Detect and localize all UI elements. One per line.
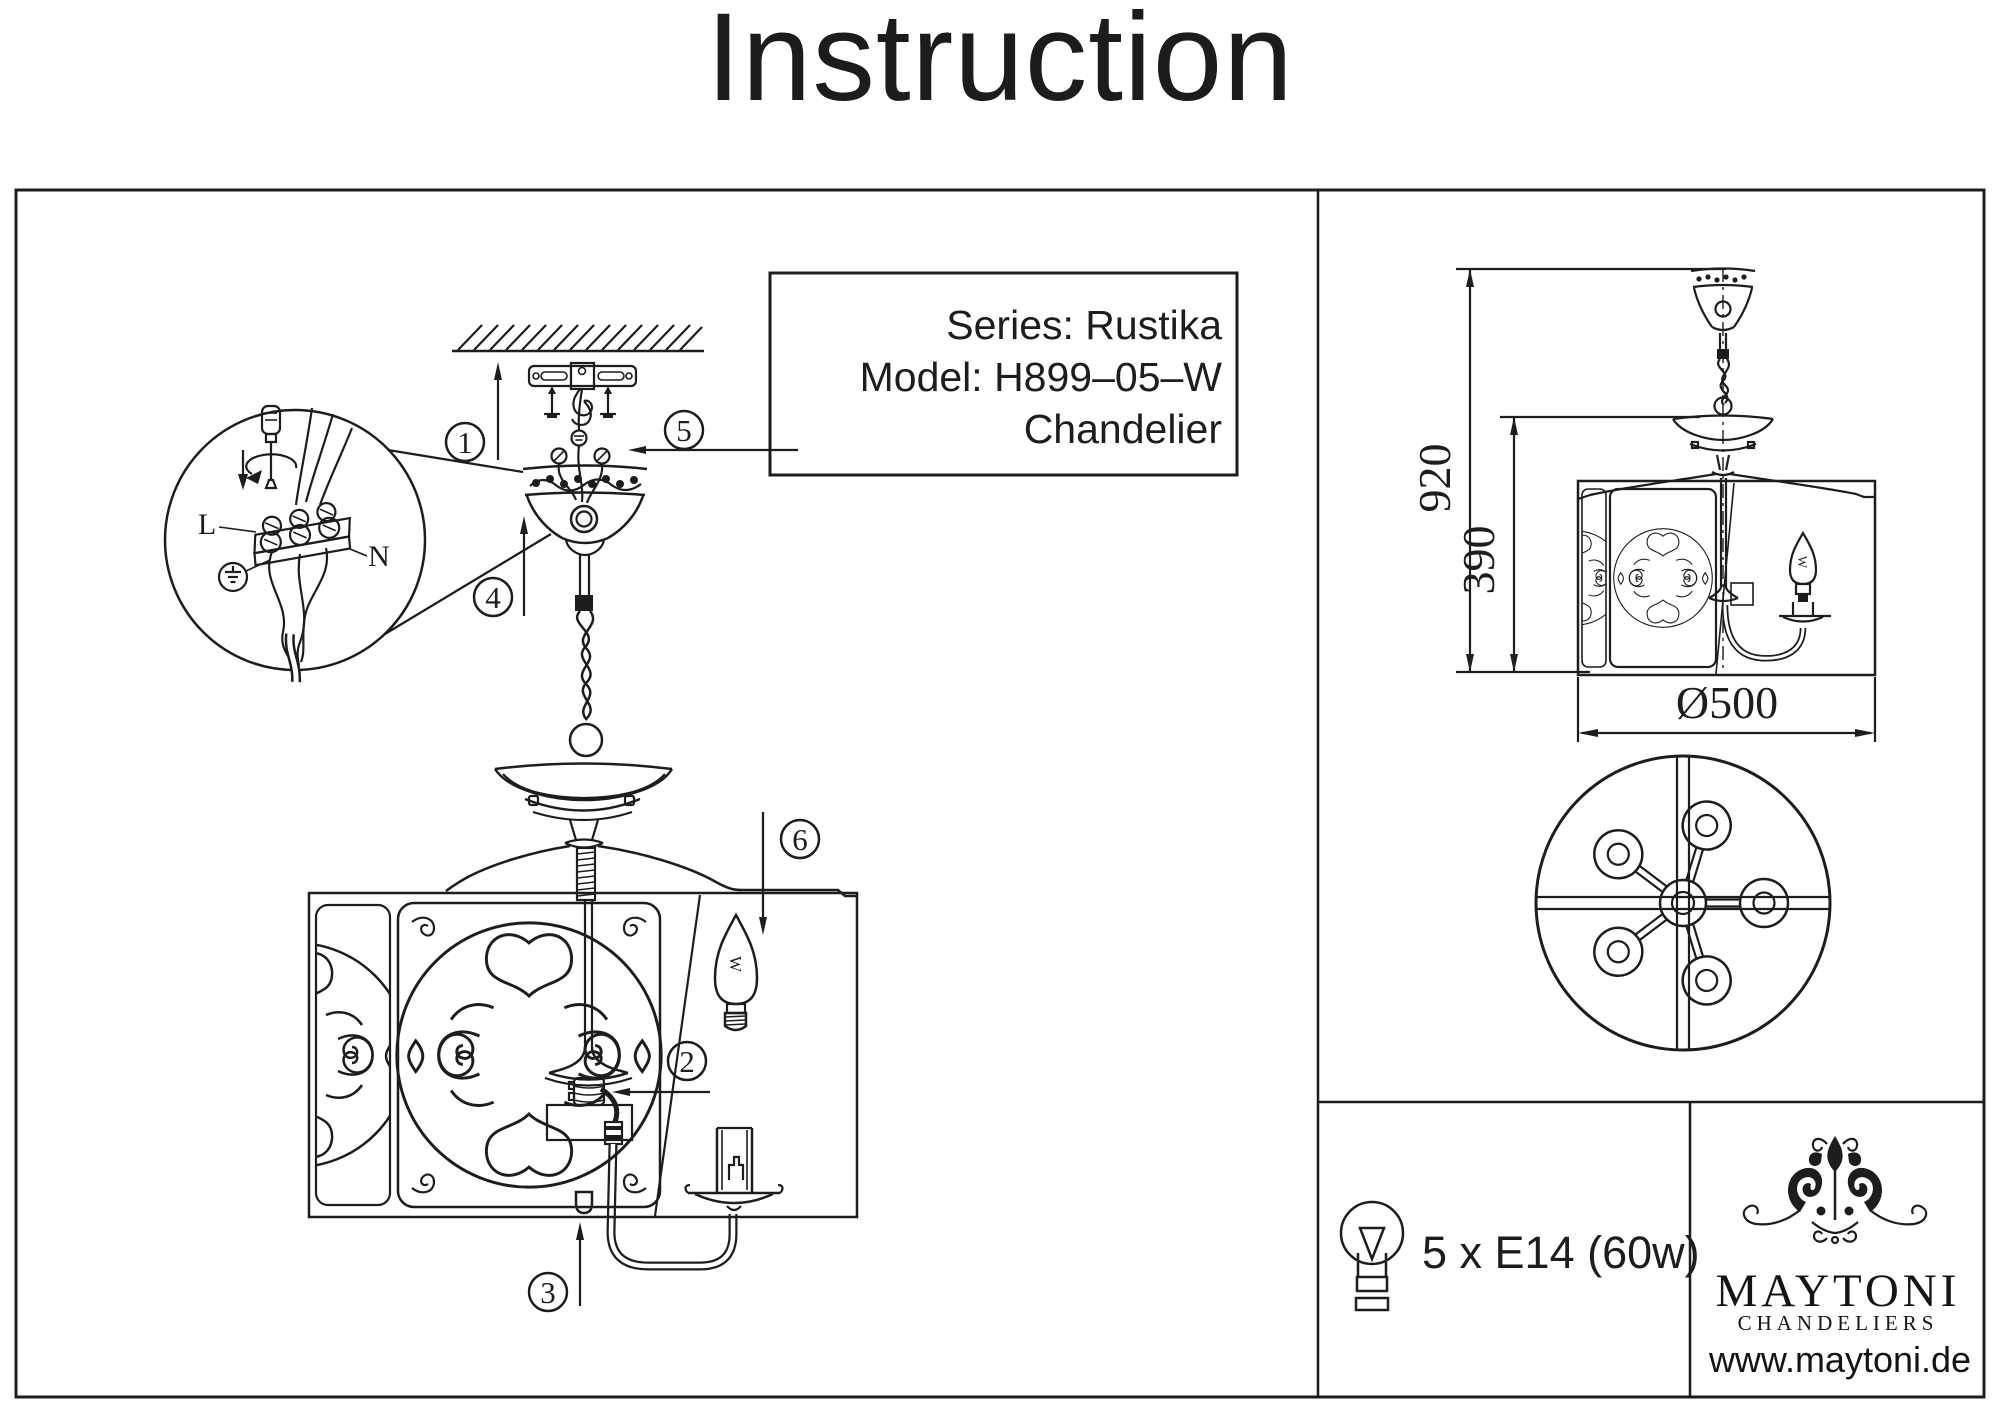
side-view-socket <box>1779 602 1831 622</box>
callout-1 <box>446 362 502 461</box>
info-box <box>770 273 1237 475</box>
side-view-fixture <box>1529 268 1875 675</box>
terminal-screws <box>552 389 610 503</box>
canopy <box>523 466 647 556</box>
dim-920-label: 920 <box>1409 443 1460 513</box>
bowl <box>495 764 672 848</box>
mounting-bracket <box>529 363 636 425</box>
side-view-panel-main <box>1610 489 1716 667</box>
brand-ornament-icon <box>1744 1136 1926 1243</box>
callout-4 <box>474 516 528 616</box>
canopy-ring <box>571 506 597 532</box>
candle-bulb <box>715 915 757 1030</box>
live-label: L <box>197 508 217 541</box>
info-series: Series: Rustika <box>946 302 1222 348</box>
brand-website: www.maytoni.de <box>1708 1339 1972 1380</box>
callout-3-label: 3 <box>540 1275 556 1310</box>
callout-1-label: 1 <box>457 425 473 460</box>
chain-assembly <box>570 555 602 756</box>
mounting-screw-left <box>544 386 560 418</box>
terminal-block <box>247 499 355 565</box>
bulb-watt-mark: W <box>726 955 745 973</box>
brand-logo <box>1708 1136 1971 1380</box>
info-model: Model: H899–05–W <box>859 354 1222 400</box>
dim-390-label: 390 <box>1453 525 1504 595</box>
detail-leader-top <box>388 450 523 472</box>
brand-tagline: CHANDELIERS <box>1737 1311 1939 1335</box>
chain-end-ring <box>570 724 602 756</box>
candle-socket <box>686 1128 783 1210</box>
callout-2-label: 2 <box>679 1044 695 1079</box>
lamp-shade <box>184 893 857 1217</box>
bottom-view <box>1536 756 1830 1050</box>
side-view-bulb <box>1790 533 1816 602</box>
callout-4-label: 4 <box>485 580 501 615</box>
bottom-view-arms <box>1585 796 1788 1011</box>
callout-5-label: 5 <box>676 413 692 448</box>
arm-wire <box>611 1144 733 1266</box>
screwdriver-icon <box>262 406 280 488</box>
shade-wire-hole <box>576 1192 592 1213</box>
dimension-shade-height <box>1453 417 1700 672</box>
dim-diameter-label: Ø500 <box>1675 677 1779 728</box>
bulb-screw-base <box>725 1013 746 1030</box>
side-view <box>1409 268 1875 742</box>
terminal-block-screws <box>256 501 342 553</box>
side-view-bulb-watt-mark: W <box>1795 555 1810 569</box>
neutral-label: N <box>368 540 390 573</box>
chain <box>570 611 602 756</box>
dimension-diameter <box>1578 677 1875 742</box>
page-title: Instruction <box>706 0 1294 127</box>
shade-panel-main <box>397 903 661 1207</box>
ceiling-hatch <box>452 325 704 351</box>
wiring-detail <box>165 406 551 682</box>
callout-6-label: 6 <box>792 822 808 857</box>
mounting-screw-right <box>600 386 616 418</box>
callout-5 <box>628 411 798 454</box>
lamp-spec <box>1341 1202 1700 1310</box>
shade-panel-left <box>184 905 408 1205</box>
detail-leader-bottom <box>385 534 551 634</box>
callout-6 <box>759 812 819 935</box>
brand-name: MAYTONI <box>1715 1265 1961 1317</box>
lamp-spec-label: 5 x E14 (60w) <box>1422 1227 1700 1278</box>
canopy-ornament-band <box>530 475 641 491</box>
bulb-icon <box>1341 1202 1403 1310</box>
callout-3 <box>529 1222 584 1311</box>
chain-connector <box>575 595 593 611</box>
info-type: Chandelier <box>1023 406 1222 452</box>
